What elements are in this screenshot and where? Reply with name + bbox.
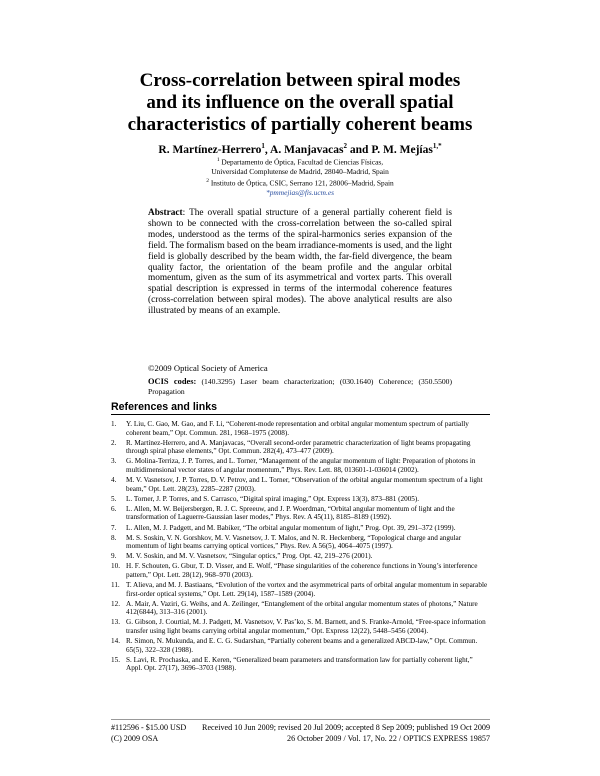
author-name: P. M. Mejías	[371, 143, 433, 156]
reference-text: Y. Liu, C. Gao, M. Gao, and F. Li, “Coherent-mode representation and orbital angular momentum spectrum of partially coherent beam,” Opt. Commun. 281, 1968–1975 (2008).	[126, 420, 469, 437]
title-line-2: and its influence on the overall spatial	[146, 92, 454, 113]
footer-journal-info: 26 October 2009 / Vol. 17, No. 22 / OPTICS EXPRESS 19857	[287, 734, 490, 743]
reference-item	[111, 581, 490, 598]
abstract-text: : The overall spatial structure of a general partially coherent field is shown to be connected with the cross-correlation between the so-called spiral modes, understood as the terms of the spiral-harmonics series expansion of the field. The formalism based on the beam irradiance-moments is used, and the light field is globally described by the beam width, the far-field divergence, the beam quality factor, the orientation of the beam profile and the angular orbital momentum, given as the sum of its asymmetrical and vortex parts. This overall spatial description is expressed in terms of the intermodal coherence features (cross-correlation between spiral modes). The above analytical results are also illustrated by means of an example.	[148, 208, 452, 317]
reference-item	[111, 562, 490, 579]
abstract-label: Abstract	[148, 208, 183, 218]
affiliation-mark: 1	[216, 157, 220, 163]
references-heading: References and links	[111, 401, 217, 413]
reference-item	[111, 600, 490, 617]
ocis-label: OCIS codes:	[148, 377, 197, 386]
reference-item	[111, 439, 490, 456]
reference-number: 14.	[111, 637, 120, 646]
reference-number: 13.	[111, 618, 120, 627]
reference-text: T. Alieva, and M. J. Bastiaans, “Evolution of the vortex and the asymmetrical parts of orbital angular momentum in separable first-order optical systems,” Opt. Lett. 29(14), 1587–1589 (2004).	[126, 581, 488, 598]
references-divider	[111, 414, 490, 415]
author-affiliation-mark: 1	[261, 142, 265, 150]
affiliation-text: Departamento de Óptica, Facultad de Ciencias Físicas,	[219, 157, 384, 167]
reference-item	[111, 656, 490, 673]
reference-number: 3.	[111, 457, 117, 466]
reference-text: L. Torner, J. P. Torres, and S. Carrasco, “Digital spiral imaging,” Opt. Express 13(3), 873–881 (2005).	[126, 494, 420, 503]
reference-text: H. F. Schouten, G. Gbur, T. D. Visser, and E. Wolf, “Phase singularities of the coherence functions in Young’s interference pattern,” Opt. Lett. 28(12), 968–970 (2003).	[126, 562, 478, 579]
reference-number: 10.	[111, 562, 120, 571]
author-name: R. Martínez-Herrero	[158, 143, 262, 156]
affiliations	[100, 156, 500, 197]
reference-number: 1.	[111, 420, 117, 428]
reference-text: R. Simon, N. Mukunda, and E. C. G. Sudarshan, “Partially coherent beams and a generalized ABCD-law,” Opt. Commun. 65(5), 322–328 (1988).	[126, 637, 478, 654]
reference-number: 11.	[111, 581, 120, 590]
footer-received-dates: Received 10 Jun 2009; revised 20 Jul 2009; accepted 8 Sep 2009; published 19 Oct 2009	[202, 723, 490, 732]
title-line-1: Cross-correlation between spiral modes	[139, 70, 461, 91]
affiliation-line-3	[100, 177, 500, 188]
ocis-codes	[148, 377, 452, 396]
affiliation-mark: 2	[206, 177, 209, 184]
corresponding-email-link[interactable]: *pmmejias@fis.ucm.es	[266, 187, 334, 197]
title-line-3: characteristics of partially coherent beams	[127, 114, 473, 135]
reference-text: G. Molina-Terriza, J. P. Torres, and L. Torner, “Management of the angular momentum of light: Preparation of photons in multidimensional vector states of angular momentum,” Phys. Rev. Lett. 88, 013601-1-036014 (2002).	[126, 457, 476, 474]
reference-number: 15.	[111, 655, 120, 664]
reference-number: 5.	[111, 494, 117, 503]
reference-text: M. V. Vasnetsov, J. P. Torres, D. V. Petrov, and L. Torner, “Observation of the orbital angular momentum spectrum of a light beam,” Opt. Lett. 28(23), 2285–2287 (2003).	[126, 476, 483, 493]
paper-title	[100, 70, 500, 136]
reference-item	[111, 495, 490, 504]
references-list	[111, 420, 490, 675]
copyright-line: ©2009 Optical Society of America	[148, 363, 268, 373]
reference-text: A. Mair, A. Vaziri, G. Weihs, and A. Zeilinger, “Entanglement of the orbital angular momentum states of photons,” Nature 412(6844), 313–316 (2001).	[126, 599, 478, 617]
reference-text: L. Allen, M. W. Beijersbergen, R. J. C. Spreeuw, and J. P. Woerdman, “Orbital angular momentum of light and the transformation of Laguerre-Gaussian laser modes,” Phys. Rev. A 45(11), 8185–8189 (1992).	[126, 504, 455, 522]
reference-text: S. Lavi, R. Prochaska, and E. Keren, “Generalized beam parameters and transformation law for partially coherent light,” Appl. Opt. 27(17), 3696–3703 (1988).	[126, 655, 473, 673]
reference-item	[111, 457, 490, 474]
reference-item	[111, 637, 490, 654]
author-separator: ,	[264, 143, 271, 156]
reference-number: 12.	[111, 599, 120, 608]
reference-text: M. V. Soskin, and M. V. Vasnetsov, “Singular optics,” Prog. Opt. 42, 219–276 (2001).	[126, 552, 373, 561]
reference-text: R. Martínez-Herrero, and A. Manjavacas, “Overall second-order parametric characterization of light beams propagating through spiral phase elements,” Opt. Commun. 282(4), 473–477 (2009).	[126, 438, 471, 456]
reference-number: 7.	[111, 523, 117, 532]
reference-number: 8.	[111, 533, 117, 542]
reference-item	[111, 524, 490, 533]
footer-osa: (C) 2009 OSA	[111, 734, 159, 743]
affiliation-text: Instituto de Óptica, CSIC, Serrano 121, 28006–Madrid, Spain	[209, 178, 394, 188]
affiliation-line-1	[100, 156, 500, 167]
reference-item	[111, 552, 490, 561]
footer-price: #112596 - $15.00 USD	[111, 723, 187, 732]
reference-item	[111, 476, 490, 493]
reference-number: 2.	[111, 438, 117, 447]
reference-number: 4.	[111, 476, 117, 485]
reference-item	[111, 534, 490, 551]
reference-number: 9.	[111, 552, 117, 561]
ocis-text: (140.3295) Laser beam characterization; (030.1640) Coherence; (350.5500) Propagation	[148, 377, 452, 396]
abstract-paragraph	[148, 208, 452, 317]
author-name: A. Manjavacas	[270, 143, 344, 156]
author-list	[100, 139, 500, 157]
author-affiliation-mark: 1,*	[432, 142, 442, 150]
author-separator: and	[347, 143, 372, 156]
reference-number: 6.	[111, 504, 117, 513]
reference-item	[111, 618, 490, 635]
reference-text: M. S. Soskin, V. N. Gorshkov, M. V. Vasnetsov, J. T. Malos, and N. R. Heckenberg, “Topological charge and angular momentum of light beams carrying optical vortices,” Phys. Rev. A 56(5), 4064–4075 (1997).	[126, 533, 462, 551]
reference-text: G. Gibson, J. Courtial, M. J. Padgett, M. Vasnetsov, V. Pas’ko, S. M. Barnett, and S. Franke-Arnold, “Free-space information transfer using light beams carrying orbital angular momentum,” Opt. Express 12(22), 5448–5456 (2004).	[126, 618, 486, 636]
reference-item	[111, 505, 490, 522]
affiliation-line-2: Universidad Complutense de Madrid, 28040–Madrid, Spain	[211, 167, 389, 177]
author-affiliation-mark: 2	[343, 142, 348, 150]
reference-text: L. Allen, M. J. Padgett, and M. Babiker, “The orbital angular momentum of light,” Prog. Opt. 39, 291–372 (1999).	[126, 523, 456, 532]
footer-divider	[111, 719, 490, 720]
reference-item	[111, 420, 490, 437]
